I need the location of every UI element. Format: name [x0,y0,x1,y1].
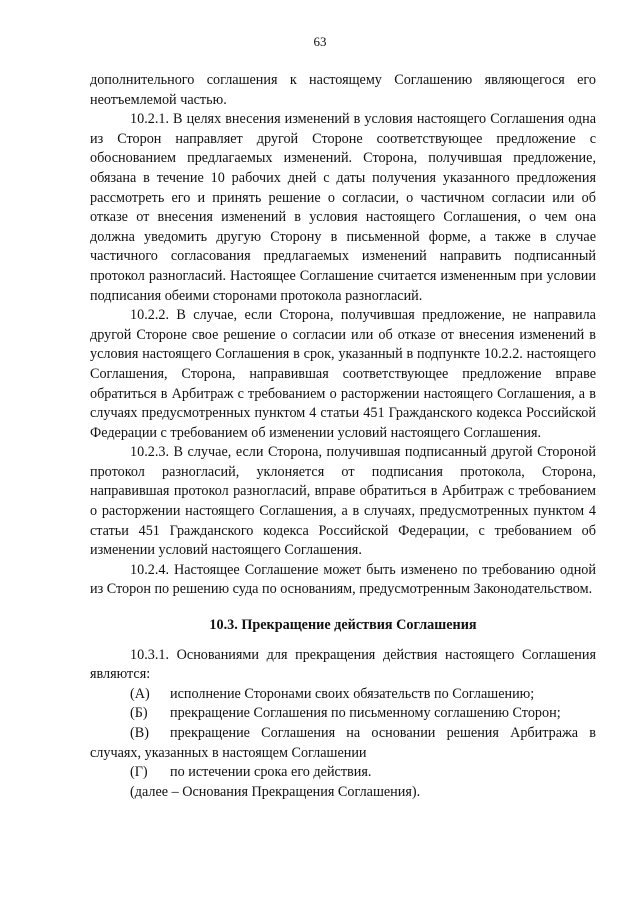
paragraph-10-2-3: 10.2.3. В случае, если Сторона, получившая подписанный другой Стороной протокол разногласий, уклоняется от подписания протокола, Сторона, направившая протокол разногласий, вправе обратиться в Арбитраж с требованием о расторжении настоящего Соглашения, а в случаях, предусмотренных пунктом 4 статьи 451 Гражданского кодекса Российской Федерации, с требованием об изменении условий настоящего Соглашения. [90,444,596,559]
section-heading: 10.3. Прекращение действия Соглашения [209,617,477,634]
list-item-text: по истечении срока его действия. [170,764,372,781]
paragraph-10-2-4: 10.2.4. Настоящее Соглашение может быть изменено по требованию одной из Сторон по решению суда по основаниям, предусмотренным Законодательством. [90,561,596,598]
list-item-marker: (А) [130,685,150,702]
list-item-marker: (Б) [130,705,148,722]
paragraph-10-2-1: 10.2.1. В целях внесения изменений в условия настоящего Соглашения одна из Сторон направляет другой Стороне соответствующее предложение с обоснованием предлагаемых изменений. Сторона, получившая предложение, обязана в течение 10 рабочих дней с даты получения указанного предложения рассмотреть его и принять решение о согласии, о частичном согласии или об отказе от внесения изменений в условия настоящего Соглашения, о чем она должна уведомить другую Сторону в письменной форме, а также в случае частичного согласования предлагаемых изменений направить подписанный протокол разногласий. Настоящее Соглашение считается измененным при условии подписания обеими сторонами протокола разногласий. [90,111,596,304]
list-item-marker: (Г) [130,764,148,781]
closing-note: (далее – Основания Прекращения Соглашения). [130,783,421,800]
document-body [90,71,596,802]
list-item [90,763,596,783]
list-item [90,704,596,724]
paragraph-continuation: дополнительного соглашения к настоящему Соглашению являющегося его неотъемлемой частью. [90,72,596,108]
list-item-text: прекращение Соглашения по письменному соглашению Сторон; [170,705,561,722]
list-item [90,685,596,705]
page-number: 63 [313,34,327,49]
list-item-text: исполнение Сторонами своих обязательств по Соглашению; [170,685,535,702]
paragraph-10-3-1: 10.3.1. Основаниями для прекращения действия настоящего Соглашения являются: [90,646,596,683]
paragraph-10-2-2: 10.2.2. В случае, если Сторона, получившая предложение, не направила другой Стороне свое решение о согласии или об отказе от внесения изменений в условия настоящего Соглашения в срок, указанный в подпункте 10.2.2. настоящего Соглашения, Сторона, направившая соответствующее предложение вправе обратиться в Арбитраж с требованием о расторжении настоящего Соглашения, а в случаях предусмотренных пунктом 4 статьи 451 Гражданского кодекса Российской Федерации с требованием об изменении условий настоящего Соглашения. [90,307,596,441]
list-item-marker: (В) [130,725,149,741]
list-item [90,724,596,763]
list-item-text: прекращение Соглашения на основании решения Арбитража в случаях, указанных в настоящем Соглашении [90,725,596,761]
